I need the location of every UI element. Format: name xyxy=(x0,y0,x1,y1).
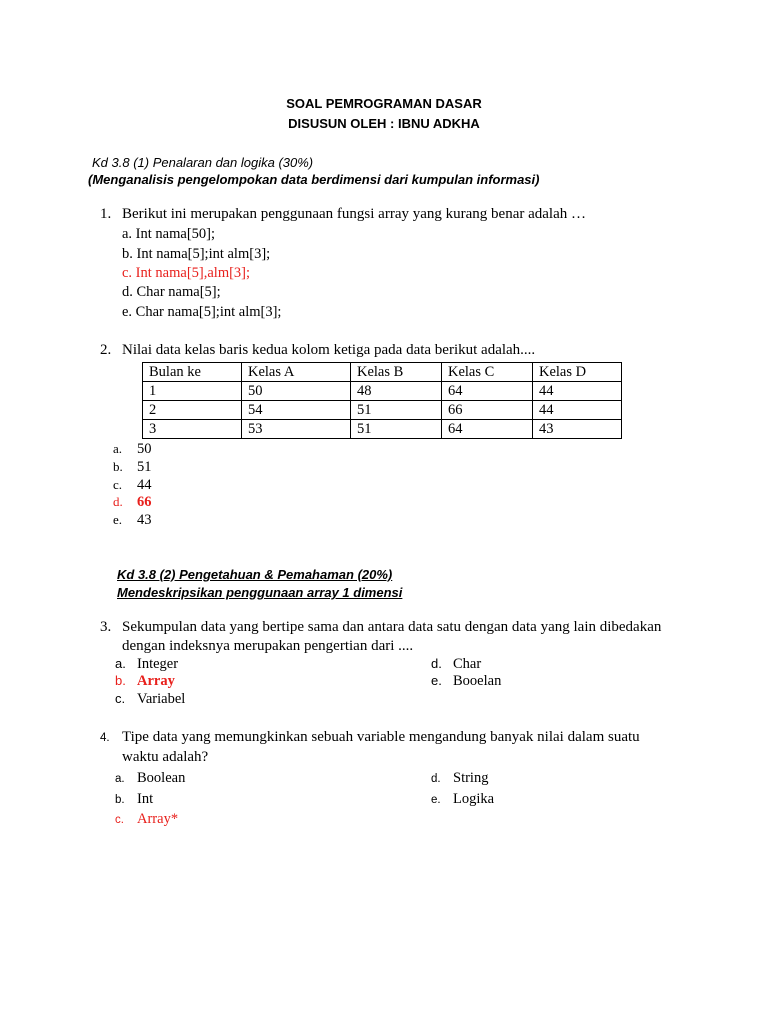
q2-option-a: a. 50 xyxy=(113,441,152,457)
q4-text-line2: waktu adalah? xyxy=(122,749,209,765)
table-cell: 51 xyxy=(351,420,442,439)
table-cell: 2 xyxy=(143,401,242,420)
table-cell: 48 xyxy=(351,382,442,401)
section2-description: Mendeskripsikan penggunaan array 1 dimensi xyxy=(117,585,403,600)
q1-option-a: a. Int nama[50]; xyxy=(122,226,216,242)
q1-option-b: b. Int nama[5];int alm[3]; xyxy=(122,246,271,262)
q4-option-d: d. String xyxy=(431,770,489,786)
q4-text-line1: Tipe data yang memungkinkan sebuah variable mengandung banyak nilai dalam suatu xyxy=(122,729,640,745)
q3-option-b-answer: b. Array xyxy=(115,673,175,689)
q2-text: Nilai data kelas baris kedua kolom ketiga pada data berikut adalah.... xyxy=(122,342,536,358)
q3-option-a: a. Integer xyxy=(115,656,179,672)
table-header-cell: Bulan ke xyxy=(143,363,242,382)
table-row xyxy=(143,420,622,439)
q2-option-e: e. 43 xyxy=(113,512,152,528)
q3-option-c: c. Variabel xyxy=(115,691,186,707)
table-header-row xyxy=(143,363,622,382)
table-cell: 66 xyxy=(442,401,533,420)
table-cell: 51 xyxy=(351,401,442,420)
q1-option-d: d. Char nama[5]; xyxy=(122,284,221,300)
q2-option-b: b. 51 xyxy=(113,459,152,475)
table-header-cell: Kelas B xyxy=(351,363,442,382)
q2-option-d-answer: d. 66 xyxy=(113,494,152,510)
table-cell: 64 xyxy=(442,382,533,401)
q1-option-c-answer: c. Int nama[5],alm[3]; xyxy=(122,265,251,281)
q4-option-e: e. Logika xyxy=(431,791,495,807)
table-row xyxy=(143,401,622,420)
q2-number: 2. xyxy=(100,342,112,358)
table-cell: 44 xyxy=(533,382,622,401)
q3-text-line1: Sekumpulan data yang bertipe sama dan antara data satu dengan data yang lain dibedakan xyxy=(122,619,662,635)
table-cell: 64 xyxy=(442,420,533,439)
section1-description: (Menganalisis pengelompokan data berdimensi dari kumpulan informasi) xyxy=(88,172,540,187)
table-cell: 50 xyxy=(242,382,351,401)
table-cell: 54 xyxy=(242,401,351,420)
q3-option-e: e. Booelan xyxy=(431,673,502,689)
q4-option-a: a. Boolean xyxy=(115,770,186,786)
q3-number: 3. xyxy=(100,619,112,635)
table-header-cell: Kelas D xyxy=(533,363,622,382)
table-cell: 1 xyxy=(143,382,242,401)
q3-option-d: d. Char xyxy=(431,656,482,672)
q3-text-line2: dengan indeksnya merupakan pengertian dari .... xyxy=(122,638,414,654)
q2-option-c: c. 44 xyxy=(113,477,152,493)
table-cell: 53 xyxy=(242,420,351,439)
table-header-cell: Kelas A xyxy=(242,363,351,382)
q1-number: 1. xyxy=(100,206,112,222)
q4-option-c-answer: c. Array* xyxy=(115,811,179,827)
table-row xyxy=(143,382,622,401)
table-cell: 3 xyxy=(143,420,242,439)
q4-option-b: b. Int xyxy=(115,791,154,807)
document-author: DISUSUN OLEH : IBNU ADKHA xyxy=(288,116,480,131)
q4-number: 4. xyxy=(100,732,110,744)
section2-kd: Kd 3.8 (2) Pengetahuan & Pemahaman (20%) xyxy=(117,567,393,582)
data-table xyxy=(142,362,622,439)
document-title: SOAL PEMROGRAMAN DASAR xyxy=(286,96,482,111)
table-cell: 43 xyxy=(533,420,622,439)
section1-kd: Kd 3.8 (1) Penalaran dan logika (30%) xyxy=(92,155,314,170)
q1-option-e: e. Char nama[5];int alm[3]; xyxy=(122,304,282,320)
q1-text: Berikut ini merupakan penggunaan fungsi array yang kurang benar adalah … xyxy=(122,206,587,222)
table-header-cell: Kelas C xyxy=(442,363,533,382)
table-cell: 44 xyxy=(533,401,622,420)
